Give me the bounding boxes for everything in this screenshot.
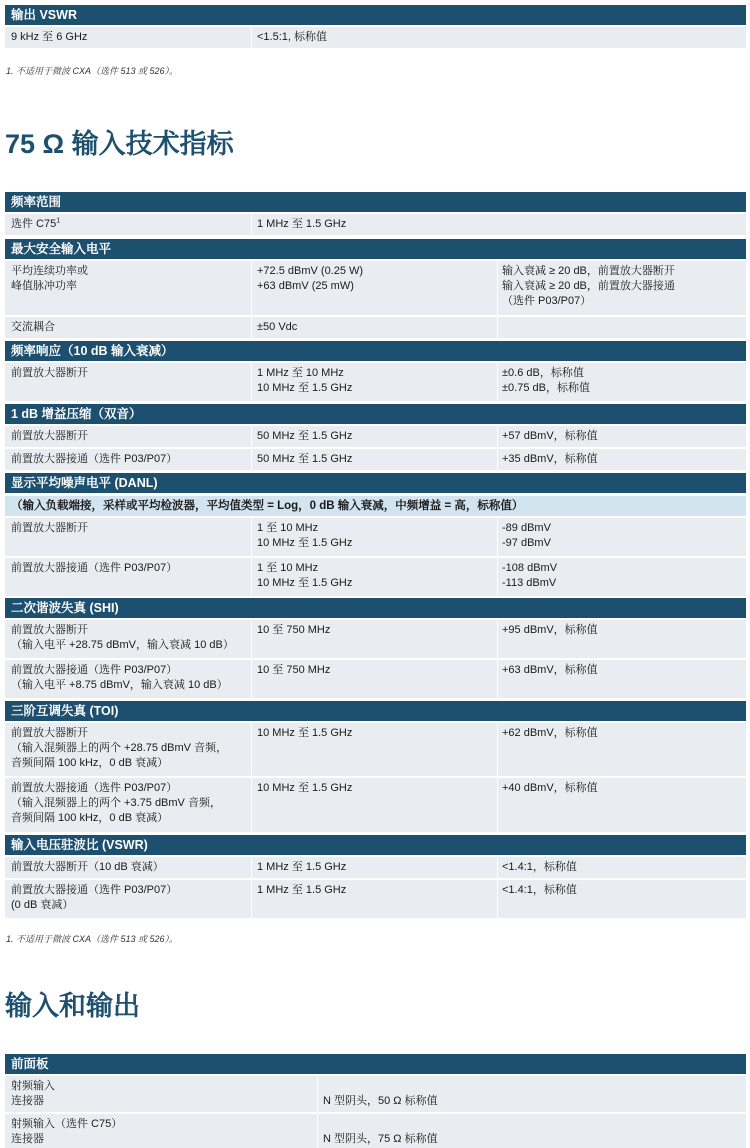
row-label: 射频输入（选件 C75） 连接器 xyxy=(11,1118,123,1145)
row-label: 前置放大器接通（选件 P03/P07） （输入混频器上的两个 +3.75 dBmV 音频， 音频间隔 100 kHz，0 dB 衰减） xyxy=(11,782,221,824)
row-note: +62 dBmV，标称值 xyxy=(502,727,598,739)
row-value: +72.5 dBmV (0.25 W) +63 dBmV (25 mW) xyxy=(257,265,364,292)
vswr-header: 输入电压驻波比 (VSWR) xyxy=(5,835,746,855)
row-value: 1 至 10 MHz 10 MHz 至 1.5 GHz xyxy=(257,522,353,549)
table-row xyxy=(5,1076,746,1112)
row-label: 前置放大器断开 （输入混频器上的两个 +28.75 dBmV 音频， 音频间隔 100 kHz，0 dB 衰减） xyxy=(11,727,228,769)
table-row xyxy=(5,558,746,596)
row-label: 9 kHz 至 6 GHz xyxy=(11,31,88,43)
compression-header: 1 dB 增益压缩（双音） xyxy=(5,404,746,424)
row-value: N 型阴头，75 Ω 标称值 xyxy=(323,1133,438,1145)
output-vswr-header: 输出 VSWR xyxy=(5,5,746,25)
row-label: 交流耦合 xyxy=(11,321,55,333)
table-row xyxy=(5,449,746,470)
row-note: <1.4:1，标称值 xyxy=(502,884,577,896)
row-note: +57 dBmV，标称值 xyxy=(502,430,598,442)
freq-response-header: 频率响应（10 dB 输入衰减） xyxy=(5,341,746,361)
table-row xyxy=(5,1114,746,1148)
row-label: 前置放大器接通（选件 P03/P07） (0 dB 衰减） xyxy=(11,884,178,911)
table-row xyxy=(5,723,746,776)
row-note: ±0.6 dB，标称值 ±0.75 dB，标称值 xyxy=(502,367,590,394)
footnote: 1. 不适用于微波 CXA（选件 513 或 526）。 xyxy=(6,66,179,76)
row-label: 前置放大器断开 xyxy=(11,430,88,442)
row-value: 1 MHz 至 1.5 GHz xyxy=(257,884,347,896)
page-title: 75 Ω 输入技术指标 xyxy=(5,129,234,159)
max-input-header: 最大安全输入电平 xyxy=(5,239,746,259)
footnote: 1. 不适用于微波 CXA（选件 513 或 526）。 xyxy=(6,934,179,944)
row-value: 10 至 750 MHz xyxy=(257,624,331,636)
section-title: 输入和输出 xyxy=(5,991,140,1021)
row-label: 射频输入 连接器 xyxy=(11,1080,55,1107)
row-label: 前置放大器接通（选件 P03/P07） xyxy=(11,453,178,465)
row-note: +95 dBmV，标称值 xyxy=(502,624,598,636)
row-note: +35 dBmV，标称值 xyxy=(502,453,598,465)
danl-header: 显示平均噪声电平 (DANL) xyxy=(5,473,746,493)
row-note: +40 dBmV，标称值 xyxy=(502,782,598,794)
row-value: ±50 Vdc xyxy=(257,321,298,333)
row-note: +63 dBmV，标称值 xyxy=(502,664,598,676)
table-row xyxy=(5,27,746,48)
row-value: 10 MHz 至 1.5 GHz xyxy=(257,782,353,794)
row-note: -89 dBmV -97 dBmV xyxy=(502,522,551,549)
row-value: 1 MHz 至 1.5 GHz xyxy=(257,218,347,230)
table-row xyxy=(5,214,746,235)
table-row xyxy=(5,660,746,698)
row-label: 选件 $C75^1$ xyxy=(11,217,61,230)
table-row xyxy=(5,518,746,556)
row-label: 前置放大器接通（选件 P03/P07） xyxy=(11,562,178,574)
table-row xyxy=(5,363,746,401)
table-row xyxy=(5,317,746,338)
row-label: 前置放大器断开 xyxy=(11,367,88,379)
row-value: <1.5:1, 标称值 xyxy=(257,31,328,43)
table-row xyxy=(5,778,746,832)
row-value: N 型阴头，50 Ω 标称值 xyxy=(323,1095,438,1107)
row-value: 50 MHz 至 1.5 GHz xyxy=(257,430,353,442)
table-row xyxy=(5,857,746,878)
row-value: 1 MHz 至 1.5 GHz xyxy=(257,861,347,873)
table-row xyxy=(5,880,746,918)
row-label: 前置放大器断开（10 dB 衰减） xyxy=(11,861,164,873)
row-value: 10 MHz 至 1.5 GHz xyxy=(257,727,353,739)
freq-range-header: 频率范围 xyxy=(5,192,746,212)
front-panel-header: 前面板 xyxy=(5,1054,746,1074)
danl-subheader: （输入负载端接，采样或平均检波器，平均值类型 = Log，0 dB 输入衰减，中频增益 = 高，标称值） xyxy=(5,496,746,516)
row-value: 1 至 10 MHz 10 MHz 至 1.5 GHz xyxy=(257,562,353,589)
row-value: 10 至 750 MHz xyxy=(257,664,331,676)
row-note: -108 dBmV -113 dBmV xyxy=(502,562,558,589)
toi-header: 三阶互调失真 (TOI) xyxy=(5,701,746,721)
table-row xyxy=(5,620,746,658)
row-note: <1.4:1，标称值 xyxy=(502,861,577,873)
row-note: 输入衰减 ≥ 20 dB，前置放大器断开 输入衰减 ≥ 20 dB，前置放大器接通 （选件 P03/P07） xyxy=(502,265,675,307)
row-value: 1 MHz 至 10 MHz 10 MHz 至 1.5 GHz xyxy=(257,367,353,394)
table-row xyxy=(5,426,746,447)
table-row xyxy=(5,261,746,315)
row-label: 前置放大器断开 （输入电平 +28.75 dBmV，输入衰减 10 dB） xyxy=(11,624,234,651)
footnote-marker: 1 xyxy=(56,217,61,225)
row-label: 前置放大器断开 xyxy=(11,522,88,534)
row-label: 平均连续功率或 峰值脉冲功率 xyxy=(11,265,88,292)
shi-header: 二次谐波失真 (SHI) xyxy=(5,598,746,618)
row-label: 前置放大器接通（选件 P03/P07） （输入电平 +8.75 dBmV，输入衰减 10 dB） xyxy=(11,664,228,691)
row-value: 50 MHz 至 1.5 GHz xyxy=(257,453,353,465)
